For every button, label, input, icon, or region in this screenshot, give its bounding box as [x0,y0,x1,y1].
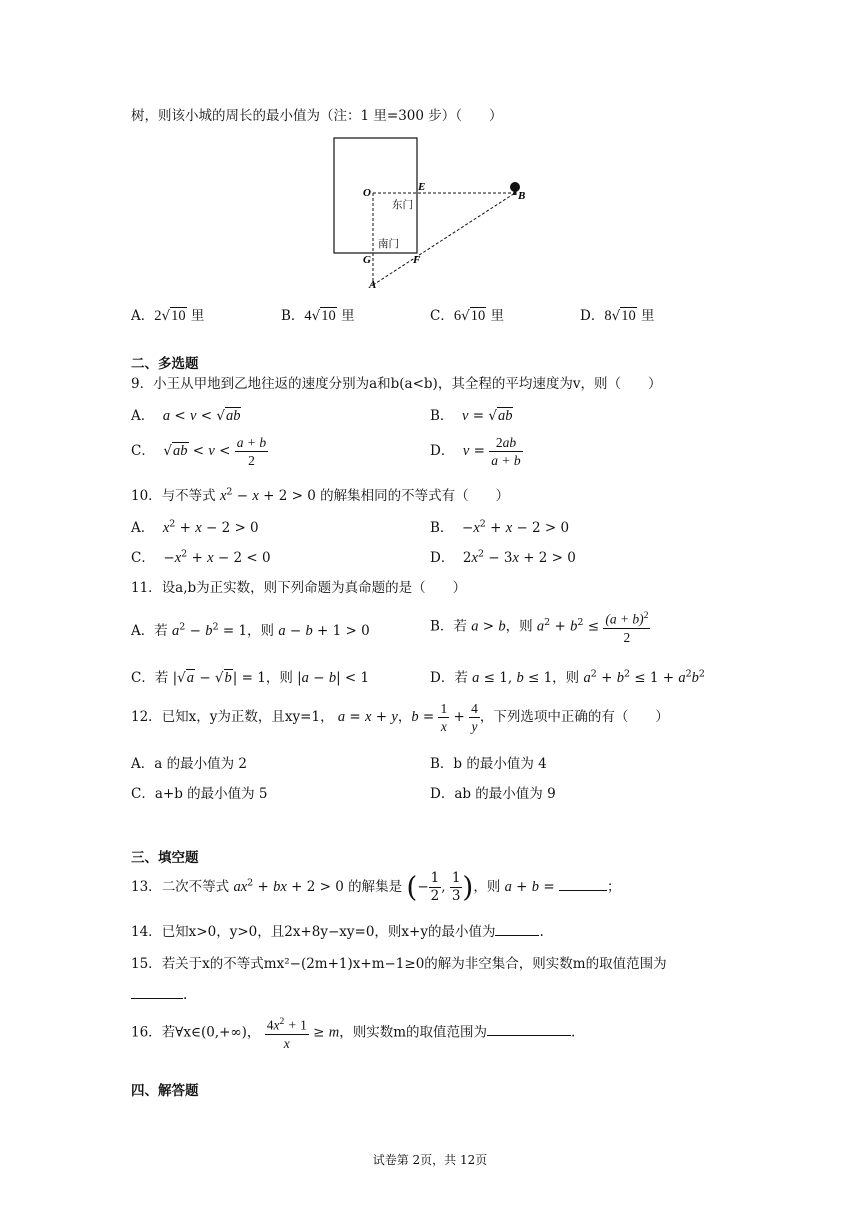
q10-option-d: D． $2x^2 - 3x + 2 > 0$ [430,548,576,566]
city-diagram [325,130,535,290]
label-e: E [418,181,426,193]
q9-option-a: A． a < v < √ab [131,408,241,424]
q15-answer-blank: . [131,984,187,1003]
q10-option-a: A． $x^2 + x - 2 > 0$ [131,518,259,536]
south-gate-label: 南门 [378,238,399,250]
q9-option-d: D． v = $\frac{2ab}{a + b}$ [430,435,521,468]
q8-option-c: C．6√10 里 [430,308,504,324]
section-heading-multi-choice: 二、多选题 [131,356,199,372]
q8-stem-tail: 树，则该小城的周长的最小值为（注：1 里=300 步）（ ） [131,108,503,124]
q11-option-b: B．若 a > b，则 $a^2 + b^2$ ≤ $\frac{(a + b)^2}{2}$ [430,608,650,646]
q11-option-d: D．若 a ≤ 1, b ≤ 1，则 $a^2 + b^2 \le 1 + a^2b^2$ [430,668,705,686]
label-o: O [363,187,371,199]
q12-option-b: B．b 的最小值为 4 [430,756,547,772]
q13-stem: 13．二次不等式 $ax^2$ + bx + 2 > 0 的解集是 (− $\frac{1}{2}$ , $\frac{1}{3}$ )，则 a + b = ； [131,870,621,904]
q9-option-b: B． v = √ab [430,408,513,424]
q8-option-b: B．4√10 里 [281,308,355,324]
q14-stem: 14．已知x>0，y>0，且2x+8y−xy=0，则x+y的最小值为 . [131,920,544,940]
q15-stem: 15．若关于x的不等式mx²−(2m+1)x+m−1≥0的解为非空集合，则实数m的取值范围为 [131,956,667,972]
q12-option-a: A．a 的最小值为 2 [131,756,247,772]
page-footer: 试卷第 2页，共 12页 [372,1153,488,1167]
label-f: F [413,254,421,266]
q8-option-d: D．8√10 里 [580,308,655,324]
section-heading-solutions: 四、解答题 [131,1083,199,1099]
q11-option-c: C．若 |√a − √b| = 1，则 |a − b| < 1 [131,670,370,686]
q10-option-b: B． $-x^2 + x - 2 > 0$ [430,518,570,536]
section-heading-fill-blank: 三、填空题 [131,850,199,866]
label-g: G [363,254,371,266]
east-gate-label: 东门 [392,199,413,211]
city-wall [334,138,417,253]
q11-option-a: A．若 $a^2 - b^2 = 1$，则 a − b + 1 > 0 [131,621,370,639]
q10-stem: 10．与不等式 $x^2 - x + 2 > 0$ 的解集相同的不等式有（ ） [131,486,510,504]
q16-stem: 16．若∀x∈(0,+∞)， $\frac{4x^2 + 1}{x}$ ≥ m，则实数m的取值范围为 . [131,1014,575,1052]
label-b: B [518,190,526,202]
q8-option-a: A．2√10 里 [131,308,205,324]
label-a: A [369,279,377,290]
q12-stem: 12．已知x，y为正数，且xy=1， a = x + y，b = $\frac{1}{x}$ + $\frac{4}{y}$ ，下列选项中正确的有（ ） [131,701,669,734]
q12-option-c: C．a+b 的最小值为 5 [131,786,268,802]
q9-option-c: C． √ab < v < $\frac{a + b}{2}$ [131,435,267,468]
q9-stem: 9．小王从甲地到乙地往返的速度分别为a和b(a<b)，其全程的平均速度为v，则（ ） [131,376,662,392]
q12-option-d: D．ab 的最小值为 9 [430,786,556,802]
q11-stem: 11．设a,b为正实数，则下列命题为真命题的是（ ） [131,580,467,596]
q10-option-c: C． $-x^2 + x - 2 < 0$ [131,548,271,566]
